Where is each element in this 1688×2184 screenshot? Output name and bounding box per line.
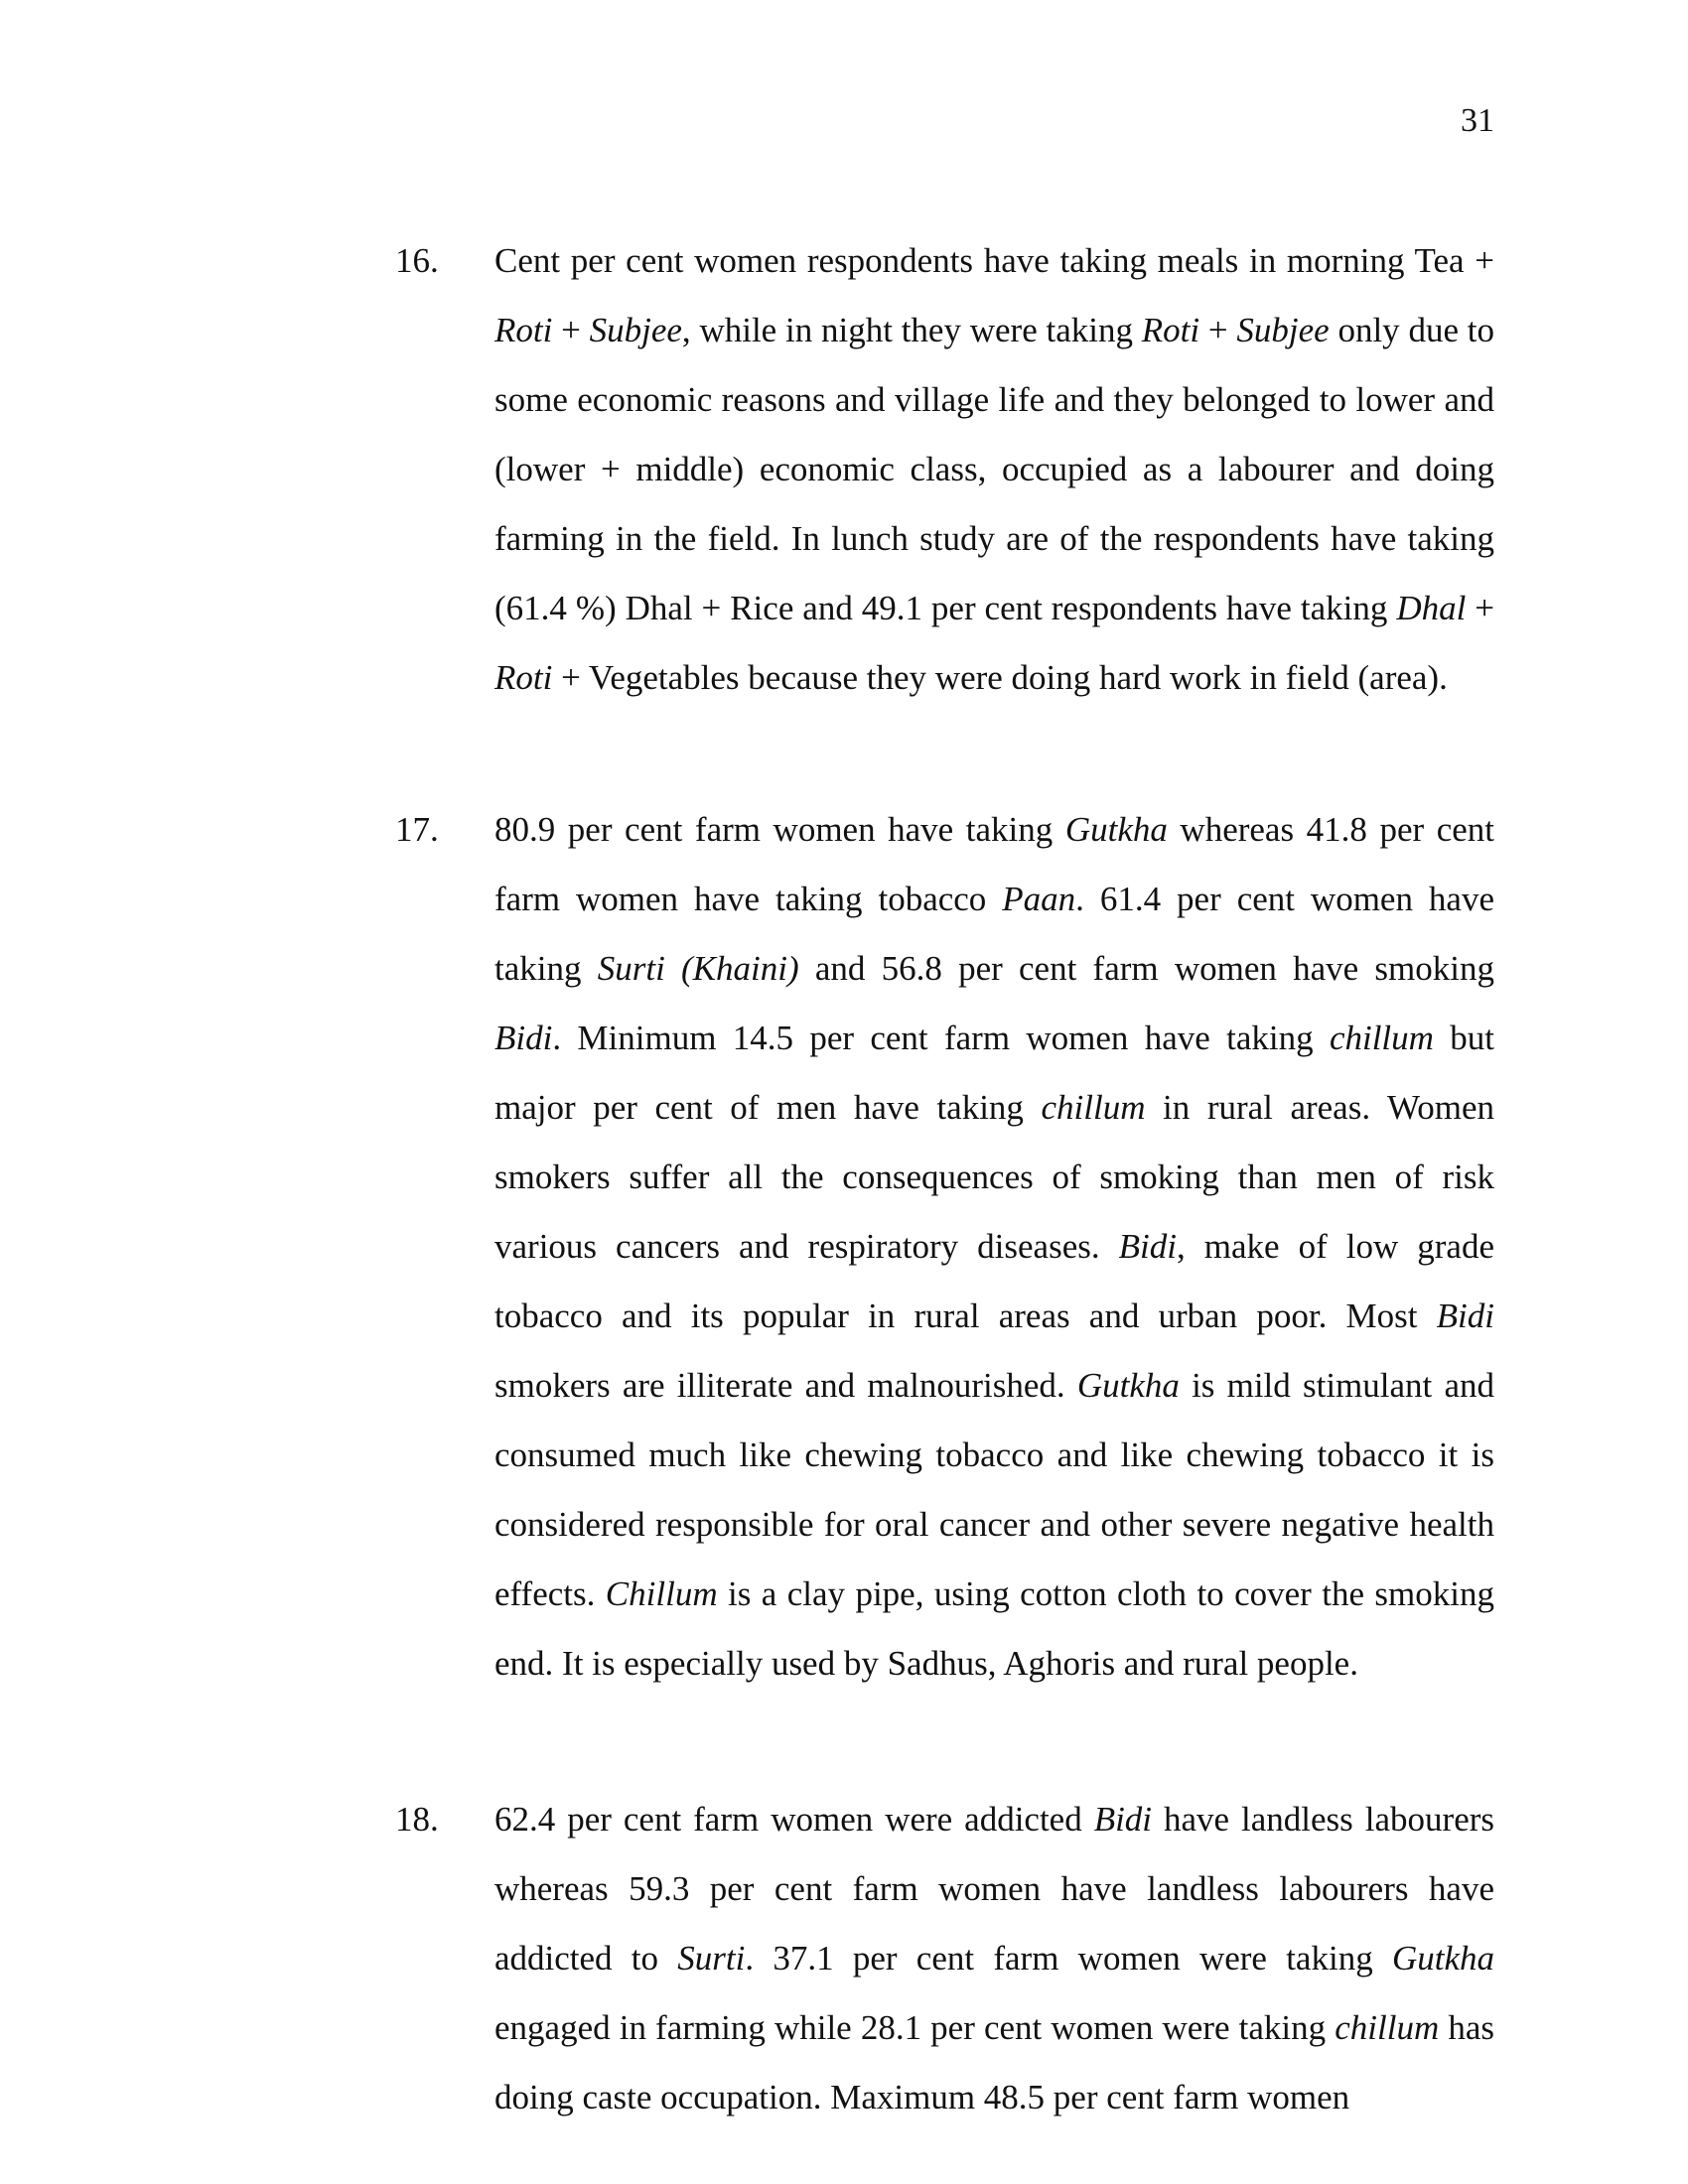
item-paragraph: Cent per cent women respondents have taking meals in morning Tea + Roti + Subjee, while in night they were taking Roti + Subjee only due to some economic reasons and village life and they belonged to lower and (lower + middle) economic class, occupied as a labourer and doing farming in the field. In lunch study are of the respondents have taking (61.4 %) Dhal + Rice and 49.1 per cent respondents have taking Dhal + Roti + Vegetables because they were doing hard work in field (area). xyxy=(494,241,1494,697)
italic-term: Roti xyxy=(1141,311,1200,349)
italic-term: Roti xyxy=(494,311,553,349)
item-number: 16. xyxy=(395,241,439,280)
italic-term: chillum xyxy=(1329,1019,1434,1057)
italic-term: Bidi xyxy=(1436,1297,1494,1335)
item-number: 18. xyxy=(395,1800,439,1839)
italic-term: Gutkha xyxy=(1076,1366,1180,1405)
italic-term: Bidi xyxy=(1093,1800,1153,1839)
italic-term: Subjee xyxy=(1236,311,1330,349)
italic-term: Surti xyxy=(677,1939,746,1978)
item-number: 17. xyxy=(395,810,439,849)
italic-term: Subjee xyxy=(589,311,682,349)
list-item-18 xyxy=(395,1785,1494,2132)
italic-term: Dhal xyxy=(1396,589,1467,627)
italic-term: Surti (Khaini) xyxy=(597,949,799,988)
italic-term: Gutkha xyxy=(1391,1939,1494,1978)
italic-term: chillum xyxy=(1335,2008,1440,2047)
italic-term: Gutkha xyxy=(1064,810,1168,849)
italic-term: Bidi xyxy=(494,1019,553,1057)
italic-term: Bidi xyxy=(1118,1227,1177,1266)
italic-term: Paan xyxy=(1002,880,1076,918)
item-paragraph: 62.4 per cent farm women were addicted Bidi have landless labourers whereas 59.3 per cent farm women have landless labourers have addicted to Surti. 37.1 per cent farm women were taking Gutkha engaged in farming while 28.1 per cent women were taking chillum has doing caste occupation. Maximum 48.5 per cent farm women xyxy=(494,1800,1495,2116)
page-number: 31 xyxy=(1461,102,1494,139)
italic-term: Chillum xyxy=(605,1574,718,1613)
italic-term: chillum xyxy=(1041,1088,1146,1127)
list-item-17 xyxy=(395,795,1494,1699)
italic-term: Roti xyxy=(494,658,553,697)
list-item-16 xyxy=(395,226,1494,713)
item-paragraph: 80.9 per cent farm women have taking Gutkha whereas 41.8 per cent farm women have taking tobacco Paan. 61.4 per cent women have taking Surti (Khaini) and 56.8 per cent farm women have smoking Bidi. Minimum 14.5 per cent farm women have taking chillum but major per cent of men have taking chillum in rural areas. Women smokers suffer all the consequences of smoking than men of risk various cancers and respiratory diseases. Bidi, make of low grade tobacco and its popular in rural areas and urban poor. Most Bidi smokers are illiterate and malnourished. Gutkha is mild stimulant and consumed much like chewing tobacco and like chewing tobacco it is considered responsible for oral cancer and other severe negative health effects. Chillum is a clay pipe, using cotton cloth to cover the smoking end. It is especially used by Sadhus, Aghoris and rural people. xyxy=(494,810,1495,1683)
